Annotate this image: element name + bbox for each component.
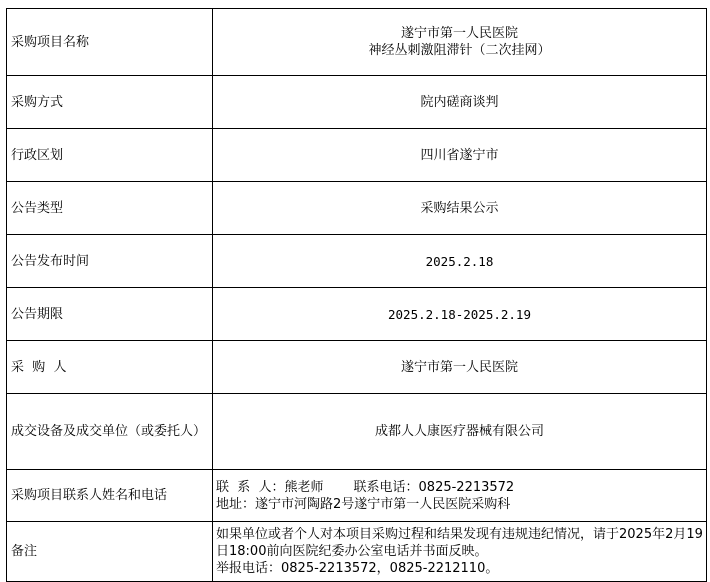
row-winning-supplier bbox=[7, 394, 707, 470]
contact-name: 联 系 人：熊老师 bbox=[216, 479, 324, 495]
label-publish-time: 公告发布时间 bbox=[7, 235, 213, 288]
label-winning-supplier bbox=[7, 394, 213, 470]
label-notice-type: 公告类型 bbox=[7, 182, 213, 235]
contact-phone: 联系电话：0825-2213572 bbox=[353, 479, 515, 495]
remark-line-1: 如果单位或者个人对本项目采购过程和结果发现有违规违纪情况，请于2025年2月19日18:00前向医院纪委办公室电话并书面反映。 bbox=[216, 527, 703, 559]
value-purchaser: 遂宁市第一人民医院 bbox=[213, 341, 707, 394]
contact-address: 地址：遂宁市河陶路2号遂宁市第一人民医院采购科 bbox=[216, 496, 511, 512]
label-winning-supplier-text: 成交设备及成交单位（或委托人） bbox=[11, 424, 207, 439]
row-publish-time bbox=[7, 235, 707, 288]
label-purchaser: 采 购 人 bbox=[7, 341, 213, 394]
value-notice-period: 2025.2.18-2025.2.19 bbox=[213, 288, 707, 341]
label-remark: 备注 bbox=[7, 522, 213, 582]
value-region: 四川省遂宁市 bbox=[213, 129, 707, 182]
value-project-name bbox=[213, 9, 707, 76]
row-project-name bbox=[7, 9, 707, 76]
value-notice-type: 采购结果公示 bbox=[213, 182, 707, 235]
procurement-notice-table bbox=[6, 8, 707, 582]
label-contact: 采购项目联系人姓名和电话 bbox=[7, 470, 213, 522]
label-procurement-method: 采购方式 bbox=[7, 76, 213, 129]
row-notice-period bbox=[7, 288, 707, 341]
label-project-name: 采购项目名称 bbox=[7, 9, 213, 76]
value-winning-supplier: 成都人人康医疗器械有限公司 bbox=[213, 394, 707, 470]
value-procurement-method: 院内磋商谈判 bbox=[213, 76, 707, 129]
label-notice-period: 公告期限 bbox=[7, 288, 213, 341]
row-purchaser bbox=[7, 341, 707, 394]
row-contact bbox=[7, 470, 707, 522]
project-name-line-1: 遂宁市第一人民医院 bbox=[400, 26, 518, 41]
remark-line-2: 举报电话：0825-2213572，0825-2212110。 bbox=[216, 561, 499, 576]
row-notice-type bbox=[7, 182, 707, 235]
row-region bbox=[7, 129, 707, 182]
project-name-line-2: 神经丛刺激阻滞针（二次挂网） bbox=[368, 43, 551, 58]
value-remark bbox=[213, 522, 707, 582]
value-publish-time: 2025.2.18 bbox=[213, 235, 707, 288]
contact-line bbox=[216, 479, 704, 496]
label-region: 行政区划 bbox=[7, 129, 213, 182]
row-remark bbox=[7, 522, 707, 582]
row-procurement-method bbox=[7, 76, 707, 129]
value-contact bbox=[213, 470, 707, 522]
